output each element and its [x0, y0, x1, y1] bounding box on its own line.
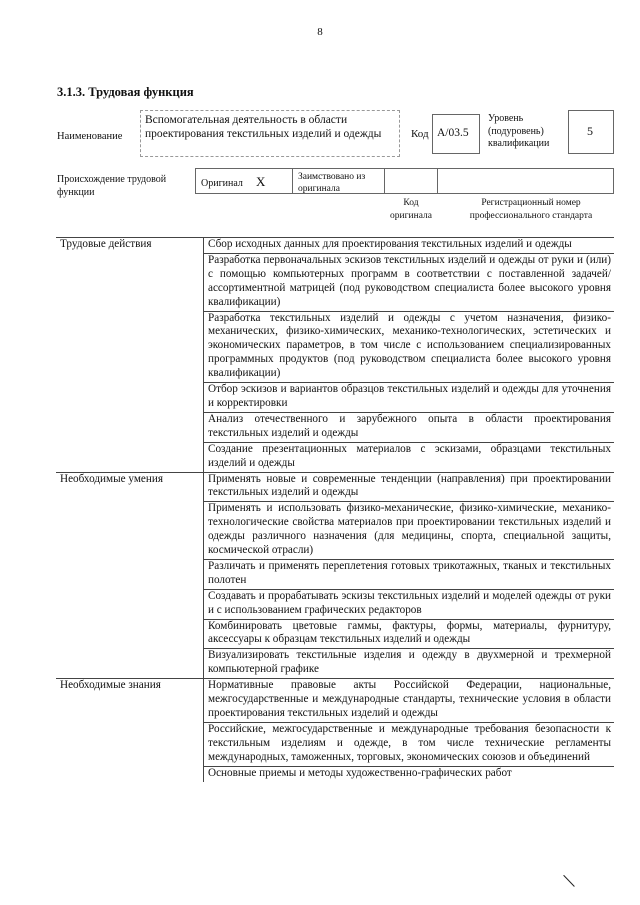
- code-value: А/03.5: [437, 127, 469, 139]
- item-text: Комбинировать цветовые гаммы, фактуры, формы, материалы, фурнитуру, аксессуары к образцам текстильных изделий и одежды: [204, 619, 615, 649]
- table-row: [56, 766, 614, 781]
- origin-code-cell: [384, 168, 438, 194]
- group-label-cell: [56, 442, 204, 472]
- item-text: Нормативные правовые акты Российской Федерации, национальные, межгосударственные и международные стандарты, технические условия в области проектирования текстильных изделий и одежды: [204, 679, 615, 723]
- group-label-cell: [56, 619, 204, 649]
- table-row: [56, 502, 614, 560]
- group-label-cell: [56, 383, 204, 413]
- item-text: Разработка текстильных изделий и одежды с учетом назначения, физико-механических, физико-химических, механико-технологических, эстетических и экономических параметров, в том числе с использованием специализированных программных продуктов (под руководством специалиста более высокого уровня квалификации): [204, 311, 615, 383]
- item-text: Визуализировать текстильные изделия и одежду в двухмерной и трехмерной компьютерной графике: [204, 649, 615, 679]
- borrowed-label: Заимствовано из оригинала: [298, 172, 366, 194]
- page-number: 8: [317, 26, 323, 38]
- group-label-cell: Необходимые знания: [56, 679, 204, 723]
- group-label-cell: [56, 722, 204, 766]
- reg-caption: Регистрационный номер профессионального стандарта: [469, 198, 593, 221]
- item-text: Анализ отечественного и зарубежного опыта в области проектирования текстильных изделий и одежды: [204, 412, 615, 442]
- table-row: [56, 649, 614, 679]
- group-label-cell: Трудовые действия: [56, 238, 204, 254]
- table-row: [56, 679, 614, 723]
- table-row: [56, 472, 614, 502]
- item-text: Создание презентационных материалов с эскизами, образцами текстильных изделий и одежды: [204, 442, 615, 472]
- item-text: Российские, межгосударственные и международные требования безопасности к текстильным изделиям и одежде, в том числе технические регламенты международных, таможенных, торговых, экономических союзов и объединений: [204, 722, 615, 766]
- name-value: Вспомогательная деятельность в области проектирования текстильных изделий и одежды: [145, 114, 382, 140]
- table-row: [56, 619, 614, 649]
- original-mark: Х: [256, 174, 266, 189]
- group-label-cell: [56, 253, 204, 311]
- function-table: [56, 237, 614, 782]
- origin-label: Происхождение трудовой функции: [57, 174, 167, 198]
- item-text: Применять и использовать физико-механические, физико-химические, механико-технологические свойства материалов при проектировании текстильных изделий и одежды различного назначения (для медицины, спорта, специальной защиты, космической отрасли): [204, 502, 615, 560]
- group-label-cell: [56, 589, 204, 619]
- group-label-cell: [56, 311, 204, 383]
- table-row: [56, 722, 614, 766]
- item-text: Разработка первоначальных эскизов текстильных изделий и одежды от руки и (или) с помощью компьютерных программ в соответствии с поставленной задачей/ассортиментной матрицей (под руководством специалиста более высокого уровня квалификации): [204, 253, 615, 311]
- item-text: Применять новые и современные тенденции (направления) при проектировании текстильных изделий и одежды: [204, 472, 615, 502]
- table-row: [56, 253, 614, 311]
- group-label-cell: [56, 559, 204, 589]
- group-label-cell: Необходимые умения: [56, 472, 204, 502]
- item-text: Различать и применять переплетения готовых трикотажных, тканых и текстильных полотен: [204, 559, 615, 589]
- table-row: [56, 442, 614, 472]
- table-row: [56, 412, 614, 442]
- table-row: [56, 311, 614, 383]
- group-label-cell: [56, 649, 204, 679]
- group-label-cell: [56, 766, 204, 781]
- group-label-cell: [56, 502, 204, 560]
- code-label: Код: [411, 128, 429, 140]
- item-text: Создавать и прорабатывать эскизы текстильных изделий и моделей одежды от руки и с использованием графических редакторов: [204, 589, 615, 619]
- table-row: [56, 589, 614, 619]
- original-label: Оригинал: [201, 178, 243, 189]
- item-text: Основные приемы и методы художественно-графических работ: [204, 766, 615, 781]
- table-row: [56, 559, 614, 589]
- group-label-cell: [56, 412, 204, 442]
- item-text: Отбор эскизов и вариантов образцов текстильных изделий и одежды для уточнения и корректировки: [204, 383, 615, 413]
- item-text: Сбор исходных данных для проектирования текстильных изделий и одежды: [204, 238, 615, 254]
- table-row: [56, 238, 614, 254]
- level-value: 5: [587, 124, 593, 138]
- table-row: [56, 383, 614, 413]
- corner-mark: \: [560, 867, 577, 894]
- level-label: Уровень (подуровень) квалификации: [488, 113, 550, 149]
- name-label: Наименование: [57, 131, 123, 142]
- section-title: 3.1.3. Трудовая функция: [57, 85, 194, 99]
- code-caption: Код оригинала: [390, 198, 432, 221]
